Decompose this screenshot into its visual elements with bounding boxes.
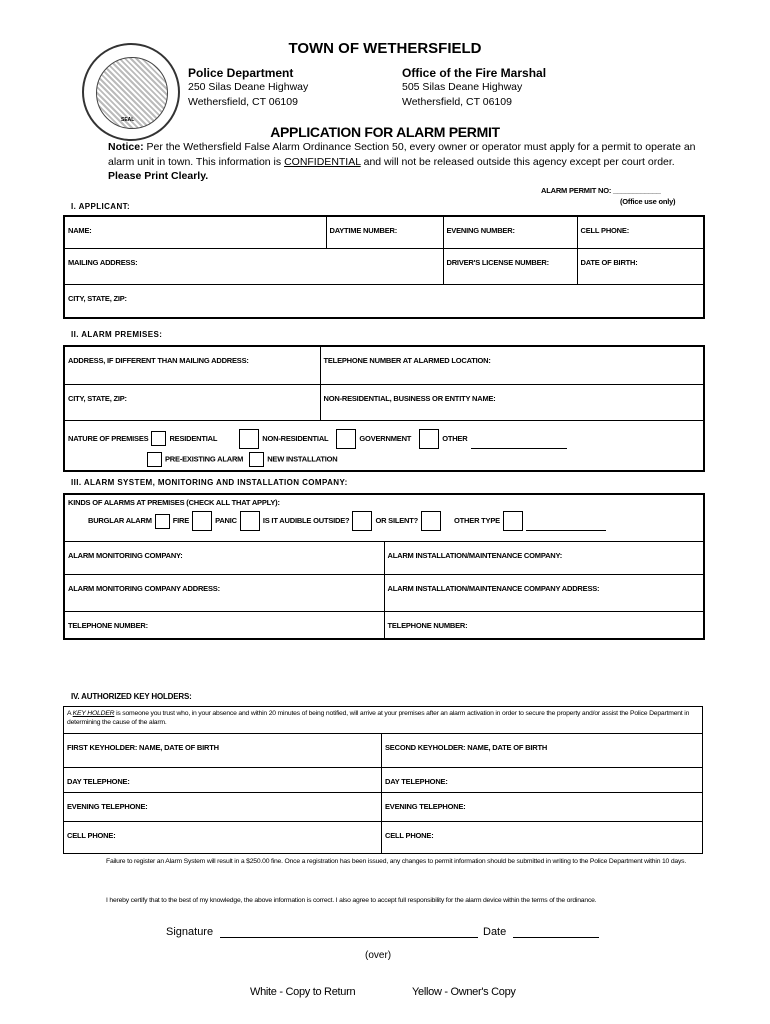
name-label: NAME: xyxy=(68,226,92,235)
monitoring-telephone-label: TELEPHONE NUMBER: xyxy=(68,620,148,630)
fire-city: Wethersfield, CT 06109 xyxy=(402,96,512,108)
premises-table xyxy=(63,345,705,472)
first-keyholder-field[interactable] xyxy=(64,734,382,768)
monitoring-address-label: ALARM MONITORING COMPANY ADDRESS: xyxy=(68,583,220,593)
date-label: Date xyxy=(483,926,507,938)
def-a: A xyxy=(67,710,71,717)
nonresidential-checkbox[interactable] xyxy=(239,429,259,449)
cell-label: CELL PHONE: xyxy=(580,226,629,235)
fire-checkbox[interactable] xyxy=(192,511,212,531)
fire-name: Office of the Fire Marshal xyxy=(402,66,547,80)
first-keyholder-label: FIRST KEYHOLDER: NAME, DATE OF BIRTH xyxy=(67,743,219,752)
government-label: GOVERNMENT xyxy=(359,433,412,443)
seal-label: SEAL xyxy=(121,117,135,123)
daytime-field[interactable] xyxy=(326,216,443,248)
town-title: TOWN OF WETHERSFIELD xyxy=(288,40,482,57)
other-label: OTHER xyxy=(442,433,468,443)
burglar-checkbox[interactable] xyxy=(155,514,170,529)
license-label: DRIVER'S LICENSE NUMBER: xyxy=(446,257,549,267)
evening-field[interactable] xyxy=(443,216,577,248)
preexisting-label: PRE-EXISTING ALARM xyxy=(165,453,244,463)
certify-note: I hereby certify that to the best of my knowledge, the above information is correct. I also agree to accept full responsibility for the alarm device within the terms of the ordinance. xyxy=(106,897,597,904)
other-line[interactable] xyxy=(471,448,567,449)
dob-label: DATE OF BIRTH: xyxy=(580,257,638,267)
day-telephone-2-label: DAY TELEPHONE: xyxy=(385,777,448,786)
police-street: 250 Silas Deane Highway xyxy=(188,81,309,93)
monitoring-field[interactable] xyxy=(64,541,384,574)
second-keyholder-field[interactable] xyxy=(382,734,703,768)
signature-label: Signature xyxy=(166,926,214,938)
mailing-field[interactable] xyxy=(64,248,443,284)
cell-phone-1-field[interactable] xyxy=(64,822,382,854)
evening-label: EVENING NUMBER: xyxy=(446,226,515,235)
fire-street: 505 Silas Deane Highway xyxy=(402,81,523,93)
evening-telephone-1-field[interactable] xyxy=(64,793,382,822)
nature-options xyxy=(68,429,700,449)
installation-address-label: ALARM INSTALLATION/MAINTENANCE COMPANY ADDRESS: xyxy=(387,583,600,593)
new-installation-label: NEW INSTALLATION xyxy=(267,453,338,463)
day-telephone-2-field[interactable] xyxy=(382,768,703,793)
panic-label: PANIC xyxy=(215,515,237,525)
section-keyholders-heading: IV. AUTHORIZED KEY HOLDERS: xyxy=(71,692,192,701)
permit-no-label: ALARM PERMIT NO: xyxy=(541,186,612,195)
nature-label: NATURE OF PREMISES xyxy=(68,433,149,443)
kinds-options xyxy=(68,511,700,531)
nonresidential-label: NON-RESIDENTIAL xyxy=(262,433,329,443)
premises-telephone-label: TELEPHONE NUMBER AT ALARMED LOCATION: xyxy=(323,356,491,365)
premises-address-field[interactable] xyxy=(64,346,320,384)
police-name: Police Department xyxy=(188,66,294,80)
evening-telephone-1-label: EVENING TELEPHONE: xyxy=(67,802,148,811)
other-type-label: OTHER TYPE xyxy=(454,515,500,525)
burglar-label: BURGLAR ALARM xyxy=(88,515,152,525)
nature-row xyxy=(64,420,704,471)
installation-telephone-label: TELEPHONE NUMBER: xyxy=(387,620,468,630)
other-type-line[interactable] xyxy=(526,530,606,531)
second-keyholder-label: SECOND KEYHOLDER: NAME, DATE OF BIRTH xyxy=(385,743,548,752)
dob-field[interactable] xyxy=(577,248,704,284)
monitoring-address-field[interactable] xyxy=(64,574,384,611)
day-telephone-1-label: DAY TELEPHONE: xyxy=(67,777,130,786)
signature-row xyxy=(166,926,478,938)
premises-city-label: CITY, STATE, ZIP: xyxy=(68,393,127,403)
evening-telephone-2-field[interactable] xyxy=(382,793,703,822)
notice-print: Please Print Clearly. xyxy=(108,170,209,182)
date-row xyxy=(483,926,599,938)
premises-business-label: NON-RESIDENTIAL, BUSINESS OR ENTITY NAME: xyxy=(323,393,496,403)
permit-no-field[interactable]: ____________ xyxy=(613,186,661,195)
police-block xyxy=(188,66,308,110)
audible-label: IS IT AUDIBLE OUTSIDE? xyxy=(262,515,350,525)
day-telephone-1-field[interactable] xyxy=(64,768,382,793)
yellow-copy: Yellow - Owner's Copy xyxy=(412,986,516,998)
notice-label: Notice: xyxy=(108,141,144,153)
failure-note: Failure to register an Alarm System will result in a $250.00 fine. Once a registration has been issued, any changes to permit information should be submitted in writing to the Police Department within 10 days. xyxy=(106,858,687,865)
other-type-checkbox[interactable] xyxy=(503,511,523,531)
premises-telephone-field[interactable] xyxy=(320,346,704,384)
new-installation-checkbox[interactable] xyxy=(249,452,264,467)
installation-field[interactable] xyxy=(384,541,704,574)
premises-city-field[interactable] xyxy=(64,384,320,420)
office-use-note: (Office use only) xyxy=(620,197,676,206)
audible-checkbox[interactable] xyxy=(352,511,372,531)
form-title: APPLICATION FOR ALARM PERMIT xyxy=(270,124,500,140)
kinds-row xyxy=(64,494,704,541)
government-checkbox[interactable] xyxy=(336,429,356,449)
section-premises-heading: II. ALARM PREMISES: xyxy=(71,330,163,339)
white-copy: White - Copy to Return xyxy=(250,986,356,998)
panic-checkbox[interactable] xyxy=(240,511,260,531)
preexisting-checkbox[interactable] xyxy=(147,452,162,467)
name-field[interactable] xyxy=(64,216,326,248)
kinds-label: KINDS OF ALARMS AT PREMISES (CHECK ALL THAT APPLY): xyxy=(68,498,280,507)
police-city: Wethersfield, CT 06109 xyxy=(188,96,298,108)
evening-telephone-2-label: EVENING TELEPHONE: xyxy=(385,802,466,811)
keyholder-definition-text xyxy=(67,709,699,727)
section-applicant-heading: I. APPLICANT: xyxy=(71,202,131,211)
premises-address-label: ADDRESS, IF DIFFERENT THAN MAILING ADDRESS: xyxy=(68,356,249,365)
cell-phone-1-label: CELL PHONE: xyxy=(67,831,116,840)
permit-no xyxy=(541,186,661,195)
installation-telephone-field[interactable] xyxy=(384,611,704,639)
over-note: (over) xyxy=(365,950,392,961)
premises-business-field[interactable] xyxy=(320,384,704,420)
silent-label: OR SILENT? xyxy=(375,515,419,525)
other-checkbox[interactable] xyxy=(419,429,439,449)
installation-label: ALARM INSTALLATION/MAINTENANCE COMPANY: xyxy=(387,550,563,560)
alarm-status-options xyxy=(68,452,700,467)
silent-checkbox[interactable] xyxy=(421,511,441,531)
daytime-label: DAYTIME NUMBER: xyxy=(329,226,398,235)
cell-field[interactable] xyxy=(577,216,704,248)
keyholder-definition xyxy=(64,707,703,734)
applicant-table xyxy=(63,215,705,319)
keyholders-table xyxy=(63,706,703,854)
system-table xyxy=(63,493,705,640)
notice-text2: and will not be released outside this agency except per court order. xyxy=(363,155,675,168)
date-line[interactable] xyxy=(513,937,599,938)
mailing-label: MAILING ADDRESS: xyxy=(68,257,138,267)
city-label: CITY, STATE, ZIP: xyxy=(68,293,127,303)
signature-line[interactable] xyxy=(220,937,478,938)
monitoring-label: ALARM MONITORING COMPANY: xyxy=(68,550,183,560)
section-system-heading: III. ALARM SYSTEM, MONITORING AND INSTALLATION COMPANY: xyxy=(71,478,348,487)
def-term: KEY HOLDER xyxy=(72,710,115,717)
cell-phone-2-label: CELL PHONE: xyxy=(385,831,434,840)
fire-label: FIRE xyxy=(172,515,190,525)
residential-checkbox[interactable] xyxy=(151,431,166,446)
city-field[interactable] xyxy=(64,284,704,318)
cell-phone-2-field[interactable] xyxy=(382,822,703,854)
def-text: is someone you trust who, in your absence and within 20 minutes of being notified, will arrive at your premises after an alarm activation in order to secure the property and/or assist the Police Department in determining the cause of the alarm. xyxy=(67,710,690,726)
residential-label: RESIDENTIAL xyxy=(169,433,218,443)
notice-text1: Per the Wethersfield False Alarm Ordinance Section 50, every owner or operator must apply for a permit to operate an alarm unit in town. This information is xyxy=(108,141,696,168)
license-field[interactable] xyxy=(443,248,577,284)
fire-block xyxy=(402,66,546,110)
notice xyxy=(108,140,708,184)
monitoring-telephone-field[interactable] xyxy=(64,611,384,639)
installation-address-field[interactable] xyxy=(384,574,704,611)
notice-confidential: CONFIDENTIAL xyxy=(284,155,361,168)
